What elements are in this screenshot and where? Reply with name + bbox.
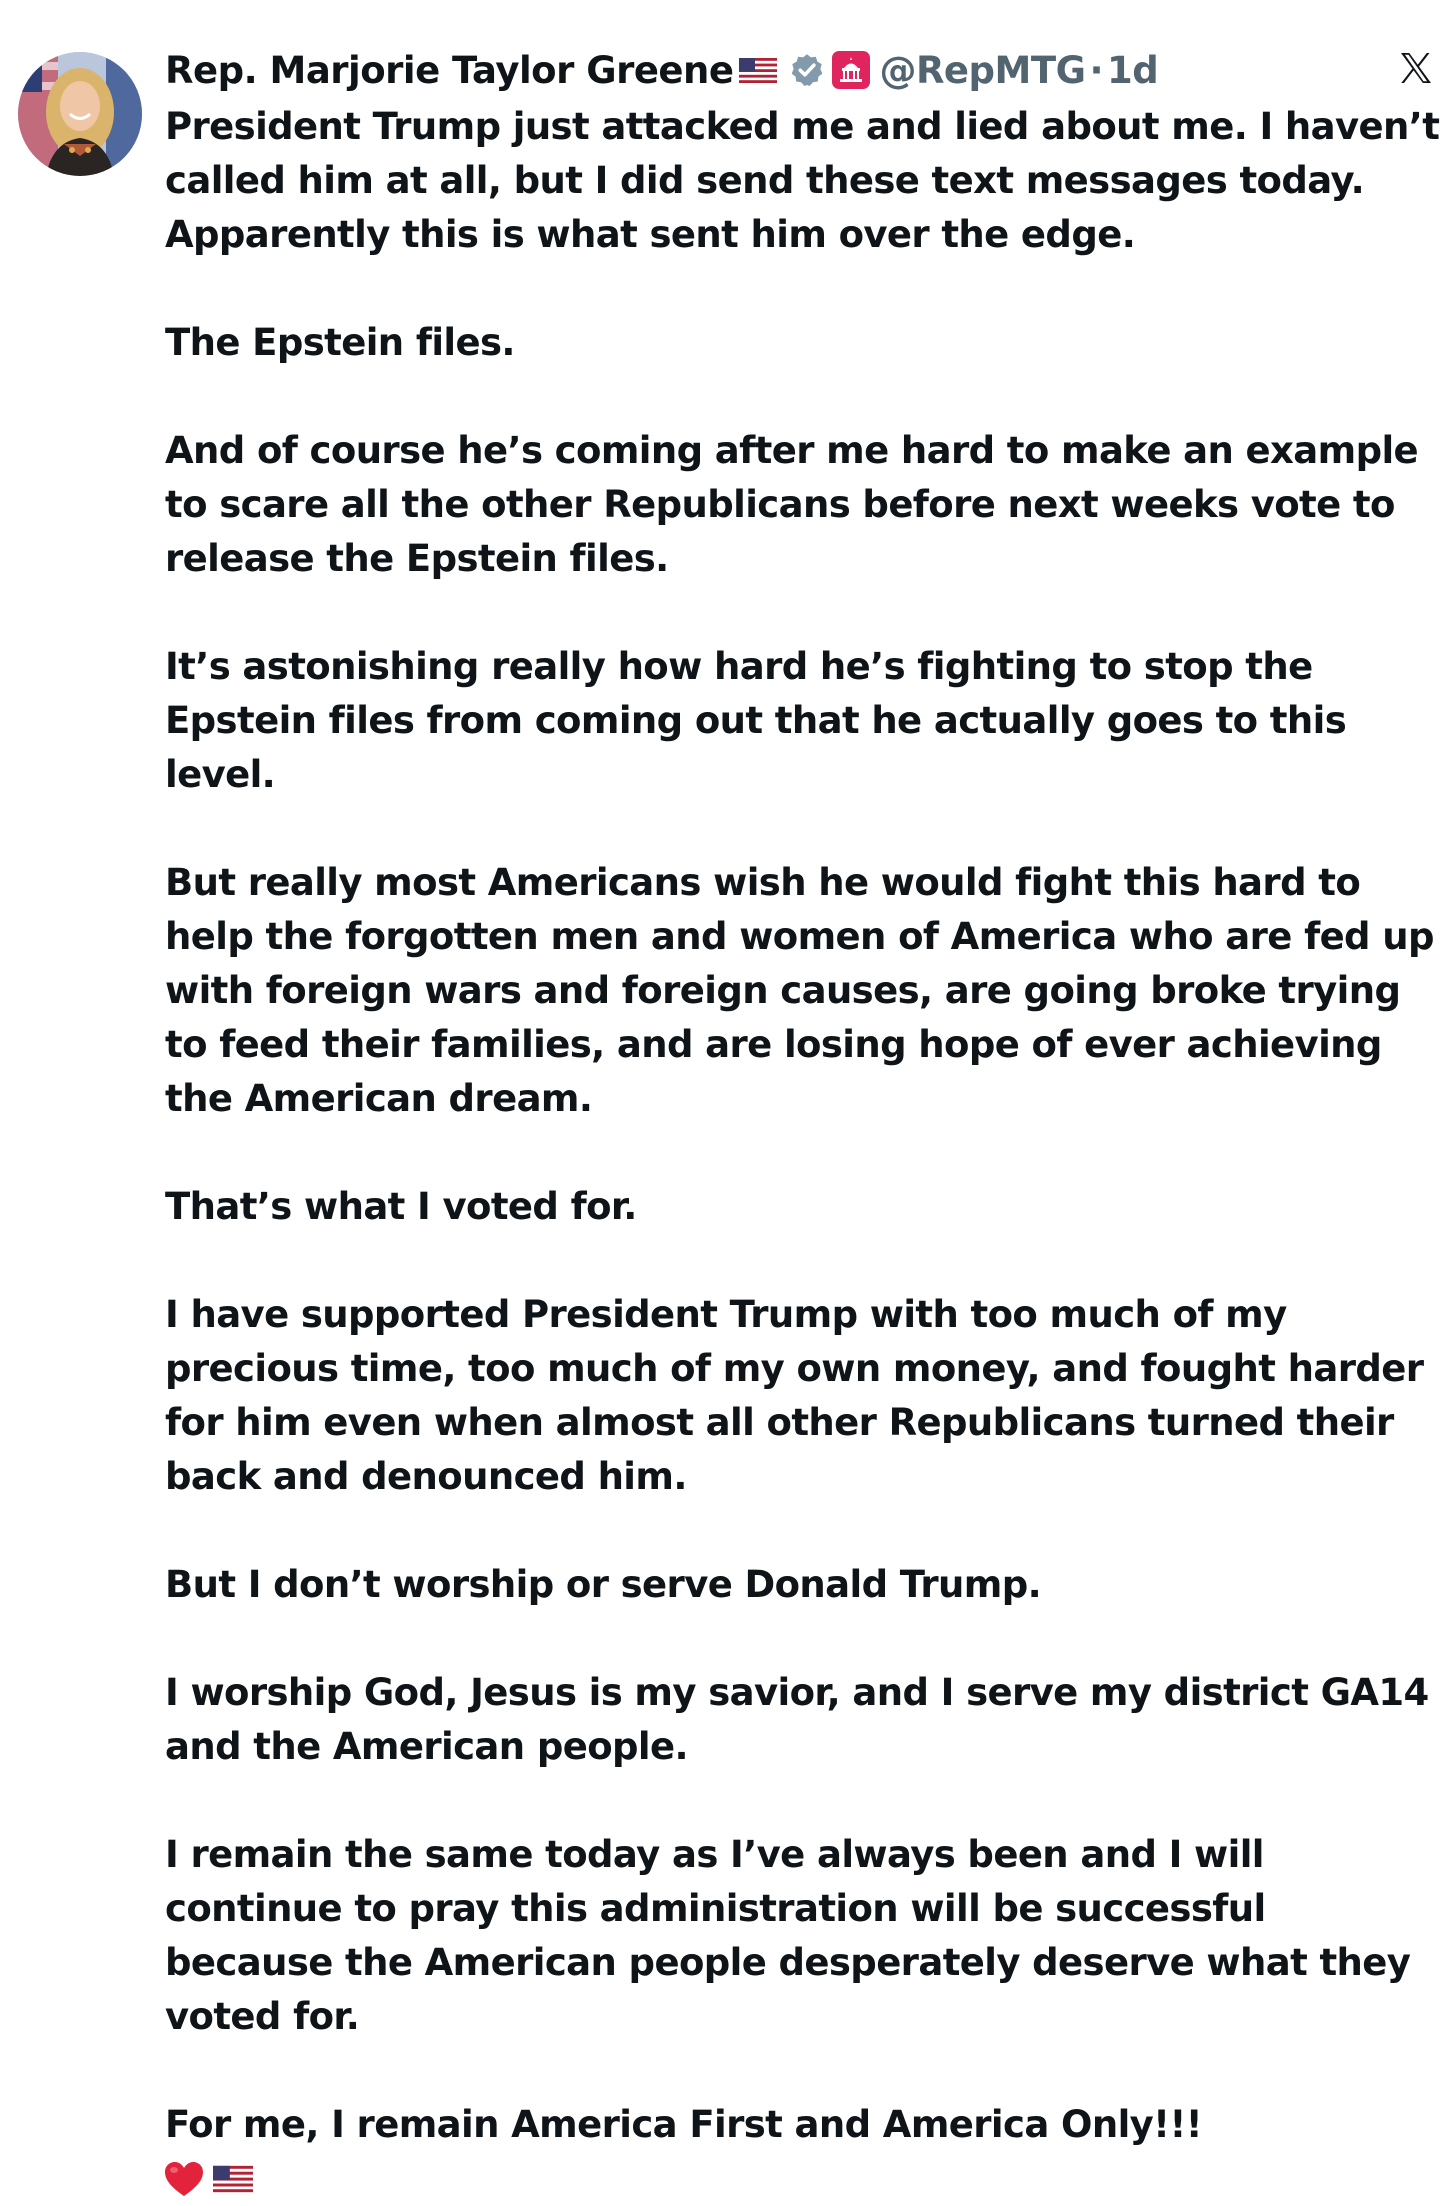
tweet-paragraph: That’s what I voted for. (165, 1185, 637, 1228)
us-flag-icon (739, 58, 777, 83)
tweet-paragraph: I remain the same today as I’ve always been and I will continue to pray this administration will be successful because the American people desperately deserve what they voted for. (165, 1833, 1411, 2038)
avatar-image (18, 52, 142, 176)
us-flag-icon (213, 2165, 253, 2193)
tweet-paragraph: It’s astonishing really how hard he’s fighting to stop the Epstein files from coming out that he actually goes to this level. (165, 645, 1347, 796)
handle[interactable]: @RepMTG (879, 48, 1086, 92)
tweet-paragraph: But I don’t worship or serve Donald Trump. (165, 1563, 1042, 1606)
tweet-paragraph: The Epstein files. (165, 321, 515, 364)
heart-icon (163, 2159, 205, 2199)
tweet-paragraph: I worship God, Jesus is my savior, and I serve my district GA14 and the American people. (165, 1671, 1429, 1768)
avatar[interactable] (18, 52, 142, 176)
x-logo-icon[interactable] (1398, 50, 1434, 86)
separator-dot: · (1089, 48, 1103, 92)
tweet-body (165, 100, 1445, 2206)
timestamp[interactable]: 1d (1107, 48, 1159, 92)
tweet-paragraph: And of course he’s coming after me hard to make an example to scare all the other Republicans before next weeks vote to release the Epstein files. (165, 429, 1419, 580)
display-name[interactable]: Rep. Marjorie Taylor Greene (165, 48, 734, 92)
tweet-paragraph: But really most Americans wish he would fight this hard to help the forgotten men and women of America who are fed up with foreign wars and foreign causes, are going broke trying to feed their families, and are losing hope of ever achieving the American dream. (165, 861, 1434, 1120)
tweet-paragraph: I have supported President Trump with too much of my precious time, too much of my own money, and fought harder for him even when almost all other Republicans turned their back and denounced him. (165, 1293, 1424, 1498)
us-capitol-badge-icon[interactable] (831, 50, 871, 90)
tweet-paragraph: For me, I remain America First and America Only!!! (165, 2103, 1203, 2146)
emoji-row (163, 2152, 1445, 2206)
tweet-header (165, 44, 1158, 96)
tweet-paragraph: President Trump just attacked me and lied about me. I haven’t called him at all, but I did send these text messages today. Apparently this is what sent him over the edge. (165, 105, 1440, 256)
verified-badge-icon[interactable] (789, 52, 825, 88)
